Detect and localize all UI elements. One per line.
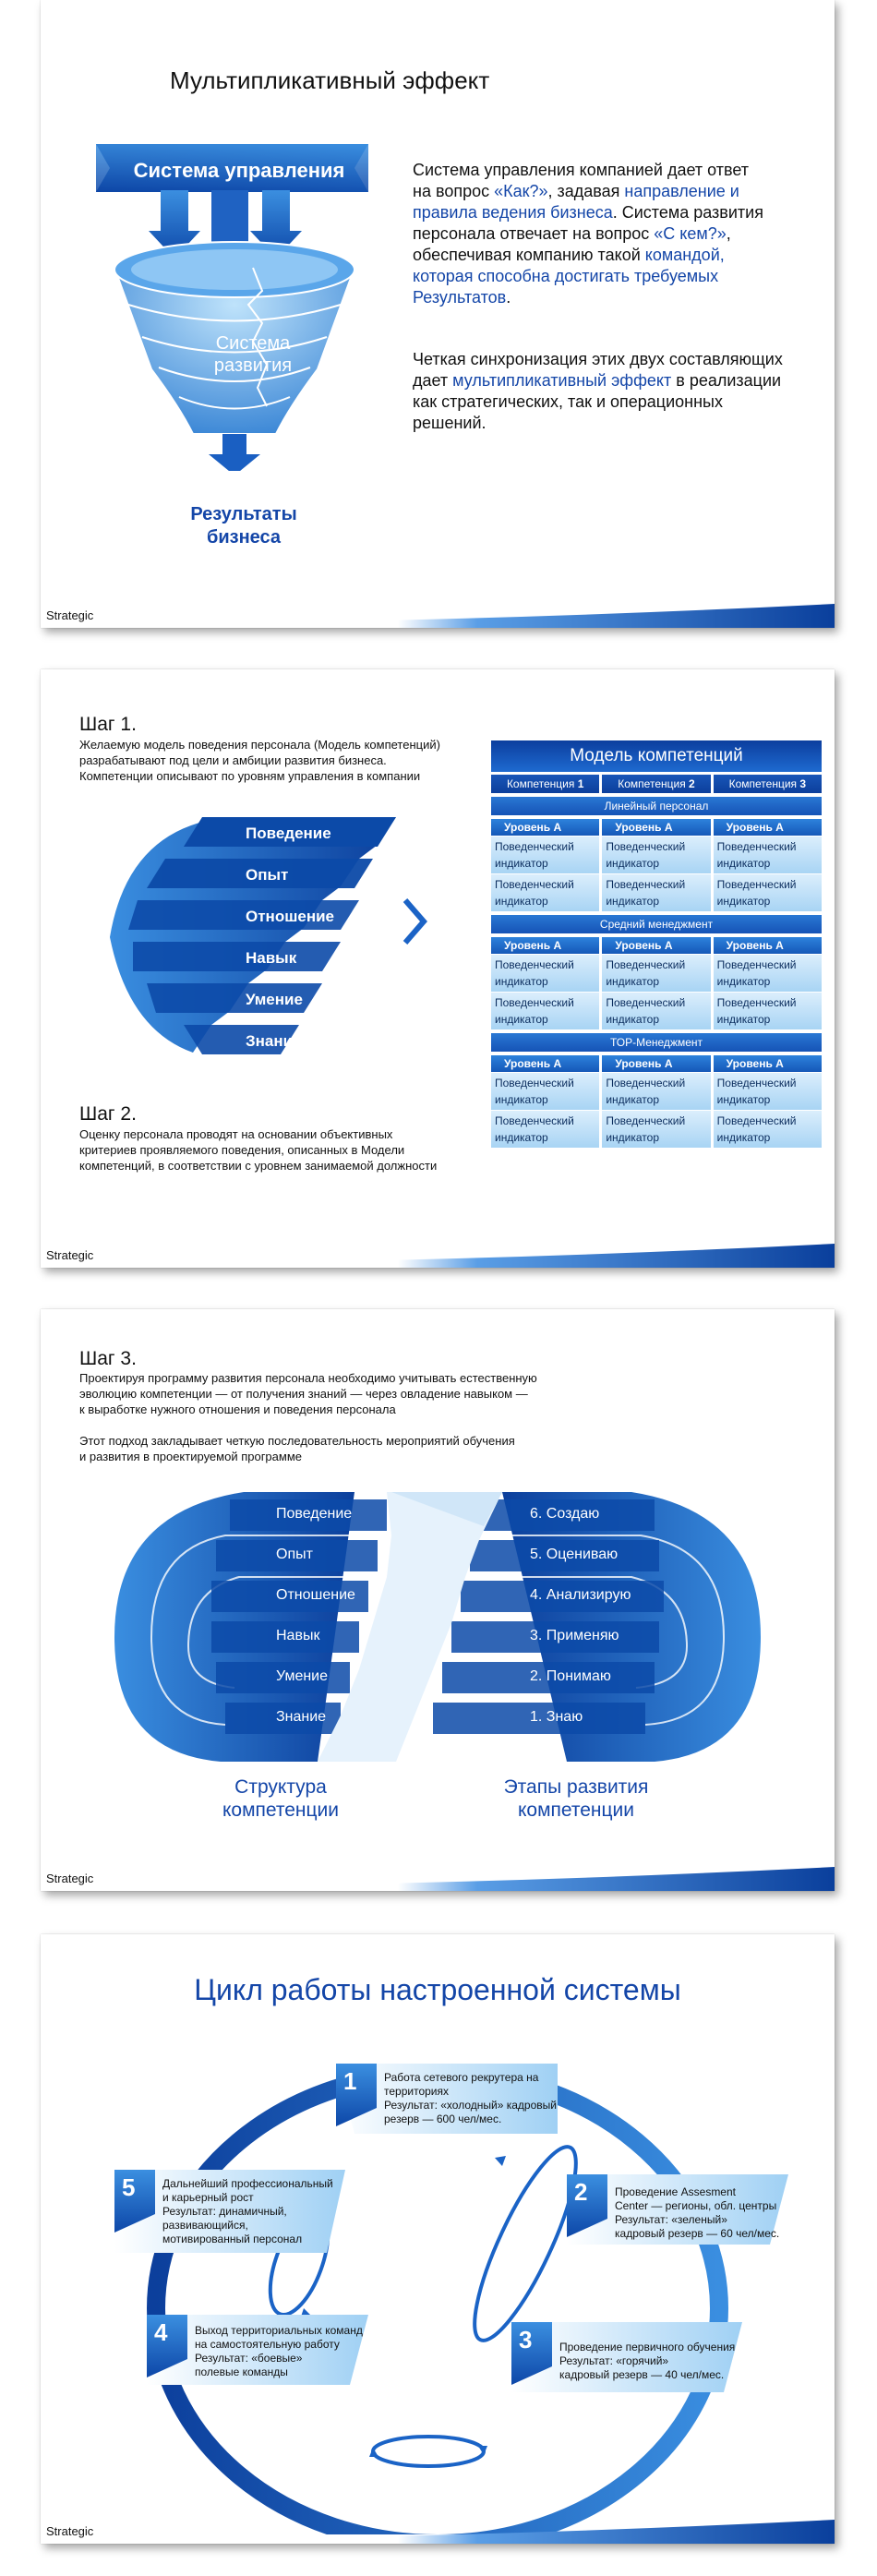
indicator-line: Поведенческий [716, 878, 797, 891]
slide-title: Цикл работы настроенной системы [194, 1973, 681, 2006]
footer-bar [41, 1244, 835, 1268]
step-line: Результат: «горячий» [559, 2354, 669, 2367]
paragraph-line [413, 160, 819, 181]
step-text [384, 2071, 557, 2126]
structure-label: Знание [276, 1709, 327, 1725]
step3-title: Шаг 3. [79, 1348, 137, 1369]
cycle-step-2 [567, 2174, 788, 2245]
section-row [491, 937, 822, 1029]
paragraph-text: дает [413, 371, 453, 390]
behavior-indicator [714, 955, 822, 992]
behavior-indicator [602, 955, 710, 992]
step-line: Работа сетевого рекрутера на [384, 2071, 539, 2084]
competency-cell [714, 937, 822, 1029]
competency-structure-caption [188, 1776, 373, 1822]
indicator-line: Поведенческий [716, 1114, 797, 1127]
step2-line: компетенций, в соответствии с уровнем занимаемой должности [79, 1159, 438, 1173]
paragraph-synchronization [413, 349, 819, 434]
behavior-indicator [714, 1111, 822, 1148]
caption-line: Структура [234, 1776, 327, 1798]
paragraph-text: . [506, 288, 511, 307]
step-text [559, 2341, 735, 2382]
indicator-line: Поведенческий [495, 1077, 574, 1089]
indicator-line: индикатор [495, 1013, 548, 1026]
structure-label: Навык [276, 1628, 320, 1643]
caption-line: компетенции [517, 1800, 635, 1821]
paragraph-line [413, 245, 819, 266]
footer-bar [41, 1867, 835, 1891]
section-header: Линейный персонал [491, 797, 822, 815]
indicator-line: индикатор [606, 895, 659, 908]
paragraph-text: в реализации [671, 371, 782, 390]
indicator-line: Поведенческий [495, 996, 574, 1009]
indicator-line: Поведенческий [495, 878, 574, 891]
footer-text: Strategic [46, 608, 94, 622]
section-row [491, 1055, 822, 1148]
slide-competency-evolution [41, 1309, 835, 1891]
step-text [162, 2177, 333, 2246]
indicator-line: Поведенческий [716, 996, 797, 1009]
step-line: и карьерный рост [162, 2191, 254, 2204]
result-line-2: бизнеса [206, 527, 282, 548]
paragraph-text: решений. [413, 414, 487, 432]
highlighted-text: правила ведения бизнеса [413, 203, 613, 222]
indicator-line: индикатор [606, 1013, 659, 1026]
competency-model-title: Модель компетенций [491, 740, 822, 772]
arc-label: Опыт [246, 866, 289, 884]
step1-text [79, 737, 440, 784]
arc-label: Отношение [246, 908, 334, 925]
highlighted-text: «С кем?» [654, 224, 727, 243]
stage-label: 5. Оцениваю [530, 1547, 619, 1562]
indicator-line: индикатор [716, 1131, 771, 1144]
indicator-line: индикатор [495, 975, 548, 988]
indicator-line: индикатор [606, 975, 659, 988]
behavior-indicator [491, 874, 599, 911]
section-row [491, 819, 822, 911]
behavior-indicator [491, 1073, 599, 1110]
competency-label: Компетенция [618, 777, 690, 790]
paragraph-text: обеспечивая компанию такой [413, 246, 645, 264]
step3-line: и развития в проектируемой программе [79, 1450, 302, 1463]
step3-line [79, 1417, 537, 1433]
level-label: Уровень А [714, 1055, 822, 1072]
competency-number: 2 [689, 777, 695, 790]
step-number: 1 [343, 2067, 357, 2095]
behavior-indicator [602, 993, 710, 1029]
footer-text: Strategic [46, 2524, 94, 2538]
paragraph-text: Четкая синхронизация этих двух составляющих [413, 350, 783, 368]
highlighted-text: мультипликативный эффект [452, 371, 672, 390]
stage-label: 6. Создаю [530, 1506, 600, 1522]
step1-line: разрабатывают под цели и амбиции развития бизнеса. [79, 753, 387, 767]
paragraph-text: . Система развития [612, 203, 763, 222]
indicator-line: Поведенческий [606, 958, 686, 971]
step-line: Проведение Assesment [615, 2185, 736, 2198]
paragraph-line [413, 413, 819, 434]
behavior-indicator [491, 1111, 599, 1148]
paragraph-management-system [413, 160, 819, 308]
behavior-indicator [602, 1073, 710, 1110]
indicator-line: индикатор [716, 1013, 771, 1026]
competency-cell [602, 1055, 710, 1148]
level-label: Уровень А [491, 819, 599, 836]
result-label [151, 503, 336, 549]
step3-line: Проектируя программу развития персонала необходимо учитывать естественную [79, 1371, 537, 1385]
step-line: Результат: динамичный, [162, 2205, 287, 2218]
step-number: 4 [154, 2318, 168, 2346]
step-number: 5 [122, 2173, 136, 2201]
footer-bar [41, 2520, 835, 2544]
step-line: резерв — 600 чел/мес. [384, 2113, 502, 2125]
paragraph-text: , [726, 224, 731, 243]
competency-evolution-diagram [114, 1485, 761, 1771]
paragraph-line [413, 370, 819, 391]
paragraph-line [413, 266, 819, 287]
funnel-middle-label [165, 332, 341, 377]
step-line: Результат: «боевые» [195, 2352, 303, 2365]
behavior-indicator [491, 955, 599, 992]
step-line: территориях [384, 2085, 449, 2098]
behavior-indicator [491, 837, 599, 873]
competency-number: 1 [577, 777, 584, 790]
behavior-indicator [714, 993, 822, 1029]
paragraph-line [413, 202, 819, 223]
indicator-line: индикатор [495, 895, 548, 908]
step-line: на самостоятельную работу [195, 2338, 340, 2351]
indicator-line: индикатор [606, 857, 659, 870]
funnel-top-label: Система управления [133, 159, 345, 182]
indicator-line: Поведенческий [495, 958, 574, 971]
step1-line: Желаемую модель поведения персонала (Модель компетенций) [79, 738, 440, 752]
behavior-indicator [714, 1073, 822, 1110]
step-line: Выход территориальных команд [195, 2324, 363, 2337]
step-line: кадровый резерв — 60 чел/мес. [615, 2227, 780, 2240]
step-line: развивающийся, [162, 2219, 248, 2232]
step3-line: к выработке нужного отношения и поведения персонала [79, 1402, 396, 1416]
section-header: Средний менеджмент [491, 915, 822, 933]
competency-cell [602, 819, 710, 911]
arc-label: Умение [246, 991, 303, 1008]
footer-text: Strategic [46, 1872, 94, 1885]
paragraph-text: как стратегических, так и операционных [413, 392, 723, 411]
footer-bar [41, 604, 835, 628]
paragraph-text: Система управления компанией дает ответ [413, 161, 749, 179]
competency-cell [602, 937, 710, 1029]
step-line: Результат: «холодный» кадровый [384, 2099, 557, 2112]
competency-arc-diagram [91, 808, 479, 1066]
competency-number: 3 [799, 777, 807, 790]
structure-label: Опыт [276, 1547, 313, 1562]
competency-cell [491, 819, 599, 911]
competency-cell [491, 937, 599, 1029]
step-line: мотивированный персонал [162, 2233, 303, 2245]
competency-cell [491, 1055, 599, 1148]
indicator-line: индикатор [606, 1131, 659, 1144]
structure-label: Отношение [276, 1587, 355, 1603]
competency-label: Компетенция [728, 777, 800, 790]
footer-text: Strategic [46, 1248, 94, 1262]
indicator-line: Поведенческий [606, 1077, 686, 1089]
indicator-line: Поведенческий [606, 878, 686, 891]
competency-sections [491, 797, 822, 1148]
cycle-step-5 [114, 2170, 345, 2253]
cycle-step-1 [336, 2064, 558, 2134]
indicator-line: Поведенческий [716, 1077, 797, 1089]
level-label: Уровень А [602, 819, 710, 836]
level-label: Уровень А [491, 1055, 599, 1072]
highlighted-text: Результатов [413, 288, 507, 307]
slide-title: Мультипликативный эффект [170, 66, 490, 94]
behavior-indicator [714, 874, 822, 911]
slide-competency-model [41, 669, 835, 1268]
highlighted-text: «Как?» [494, 182, 548, 200]
slide-multiplicative-effect [41, 0, 835, 628]
step2-text [79, 1126, 437, 1174]
indicator-line: Поведенческий [495, 1114, 574, 1127]
paragraph-text: на вопрос [413, 182, 495, 200]
competency-label: Компетенция [506, 777, 578, 790]
step-line: Дальнейший профессиональный [162, 2177, 333, 2190]
indicator-line: Поведенческий [495, 840, 574, 853]
paragraph-text: , задавая [547, 182, 625, 200]
competency-header [714, 775, 822, 793]
level-label: Уровень А [714, 937, 822, 954]
step1-title: Шаг 1. [79, 714, 137, 735]
paragraph-line [413, 391, 819, 413]
stage-label: 2. Понимаю [530, 1668, 611, 1684]
indicator-line: индикатор [495, 1131, 548, 1144]
indicator-line: Поведенческий [716, 958, 797, 971]
paragraph-line [413, 349, 819, 370]
competency-header [602, 775, 710, 793]
arc-label: Навык [246, 949, 297, 967]
highlighted-text: направление и [624, 182, 739, 200]
step-line: Center — регионы, обл. центры [615, 2199, 777, 2212]
indicator-line: индикатор [716, 857, 771, 870]
funnel-middle-line-2: развития [213, 355, 293, 376]
behavior-indicator [491, 993, 599, 1029]
highlighted-text: которая способна достигать требуемых [413, 267, 719, 285]
competency-cell [714, 1055, 822, 1148]
cycle-step-4 [147, 2315, 368, 2385]
competency-cell [714, 819, 822, 911]
indicator-line: индикатор [495, 857, 548, 870]
step1-line: Компетенции описывают по уровням управления в компании [79, 769, 421, 783]
indicator-line: индикатор [606, 1093, 659, 1106]
indicator-line: индикатор [495, 1093, 548, 1106]
step-line: полевые команды [195, 2365, 288, 2378]
paragraph-text: персонала отвечает на вопрос [413, 224, 655, 243]
behavior-indicator [714, 837, 822, 873]
step-number: 2 [574, 2178, 588, 2206]
indicator-line: индикатор [716, 1093, 771, 1106]
section-header: ТОР-Менеджмент [491, 1033, 822, 1052]
development-stages-caption [475, 1776, 678, 1822]
step2-line: Оценку персонала проводят на основании объективных [79, 1127, 393, 1141]
highlighted-text: командой, [644, 246, 725, 264]
step-text [615, 2185, 779, 2241]
indicator-line: индикатор [716, 895, 771, 908]
competency-header [491, 775, 599, 793]
paragraph-line [413, 287, 819, 308]
indicator-line: Поведенческий [606, 996, 686, 1009]
structure-label: Умение [276, 1668, 329, 1684]
indicator-line: Поведенческий [606, 1114, 686, 1127]
caption-line: Этапы развития [503, 1776, 649, 1798]
step3-line: эволюцию компетенции — от получения знаний — через овладение навыком — [79, 1387, 528, 1401]
step-line: Проведение первичного обучения [559, 2341, 736, 2353]
paragraph-line [413, 181, 819, 202]
indicator-line: Поведенческий [716, 840, 797, 853]
behavior-indicator [602, 837, 710, 873]
slide-system-cycle [41, 1934, 835, 2544]
stage-label: 3. Применяю [530, 1628, 619, 1643]
step2-line: критериев проявляемого поведения, описанных в Модели [79, 1143, 405, 1157]
behavior-indicator [602, 874, 710, 911]
level-label: Уровень А [602, 937, 710, 954]
step3-line: Этот подход закладывает четкую последовательность мероприятий обучения [79, 1434, 515, 1448]
step-text [195, 2324, 363, 2379]
caption-line: компетенции [222, 1800, 340, 1821]
arc-label: Знание [246, 1032, 302, 1050]
result-line-1: Результаты [190, 504, 297, 524]
competency-model-table [491, 740, 822, 1148]
stage-label: 4. Анализирую [530, 1587, 631, 1603]
cycle-step-3 [511, 2322, 742, 2392]
indicator-line: Поведенческий [606, 840, 686, 853]
level-label: Уровень А [491, 937, 599, 954]
step-line: кадровый резерв — 40 чел/мес. [559, 2368, 725, 2381]
arc-label: Поведение [246, 825, 331, 842]
behavior-indicator [602, 1111, 710, 1148]
step-line: Результат: «зеленый» [615, 2213, 727, 2226]
structure-label: Поведение [276, 1506, 353, 1522]
level-label: Уровень А [602, 1055, 710, 1072]
step-number: 3 [519, 2326, 533, 2353]
paragraph-line [413, 223, 819, 245]
step3-text [79, 1370, 537, 1464]
competency-header-row [491, 775, 822, 793]
funnel-middle-line-1: Система [215, 333, 291, 354]
indicator-line: индикатор [716, 975, 771, 988]
level-label: Уровень А [714, 819, 822, 836]
stage-label: 1. Знаю [530, 1709, 583, 1725]
step2-title: Шаг 2. [79, 1103, 137, 1125]
